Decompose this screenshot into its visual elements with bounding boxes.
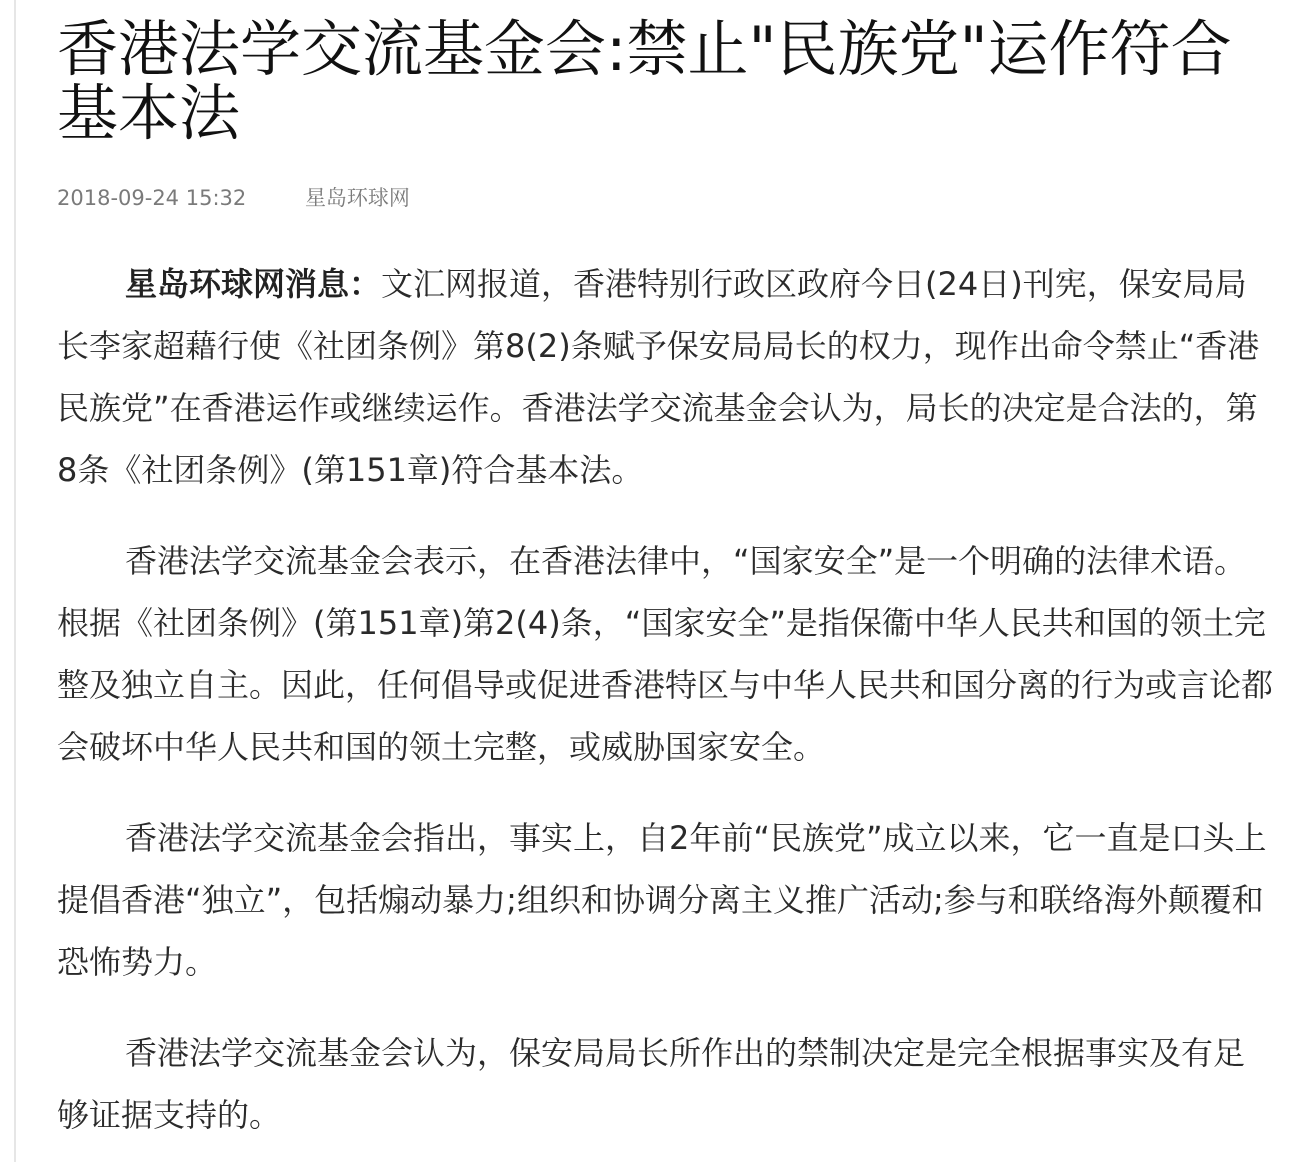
publish-date: 2018-09-24 15:32 (57, 186, 247, 210)
paragraph-text: 香港法学交流基金会认为，保安局局长所作出的禁制决定是完全根据事实及有足够证据支持的。 (57, 1034, 1246, 1134)
article-title: 香港法学交流基金会:禁止"民族党"运作符合基本法 (57, 14, 1232, 149)
paragraph-text: 文汇网报道，香港特别行政区政府今日(24日)刊宪，保安局局长李家超藉行使《社团条例》第8(2)条赋予保安局局长的权力，现作出命令禁止“香港民族党”在香港运作或继续运作。香港法学交流基金会认为，局长的决定是合法的，第8条《社团条例》(第151章)符合基本法。 (57, 265, 1260, 489)
left-border-rule (14, 0, 16, 1162)
paragraph-4 (57, 1022, 1275, 1146)
paragraph-3 (57, 807, 1275, 993)
article (57, 14, 1275, 1175)
article-body (57, 253, 1275, 1146)
paragraph-1 (57, 253, 1275, 501)
paragraph-text: 香港法学交流基金会表示，在香港法律中，“国家安全”是一个明确的法律术语。根据《社团条例》(第151章)第2(4)条，“国家安全”是指保衞中华人民共和国的领土完整及独立自主。因此，任何倡导或促进香港特区与中华人民共和国分离的行为或言论都会破坏中华人民共和国的领土完整，或威胁国家安全。 (57, 542, 1274, 766)
article-source: 星岛环球网 (304, 186, 410, 210)
paragraph-2 (57, 530, 1275, 778)
paragraph-lead: 星岛环球网消息： (125, 265, 382, 303)
paragraph-text: 香港法学交流基金会指出，事实上，自2年前“民族党”成立以来，它一直是口头上提倡香港“独立”，包括煽动暴力;组织和协调分离主义推广活动;参与和联络海外颠覆和恐怖势力。 (57, 819, 1267, 981)
article-meta (57, 183, 1275, 213)
